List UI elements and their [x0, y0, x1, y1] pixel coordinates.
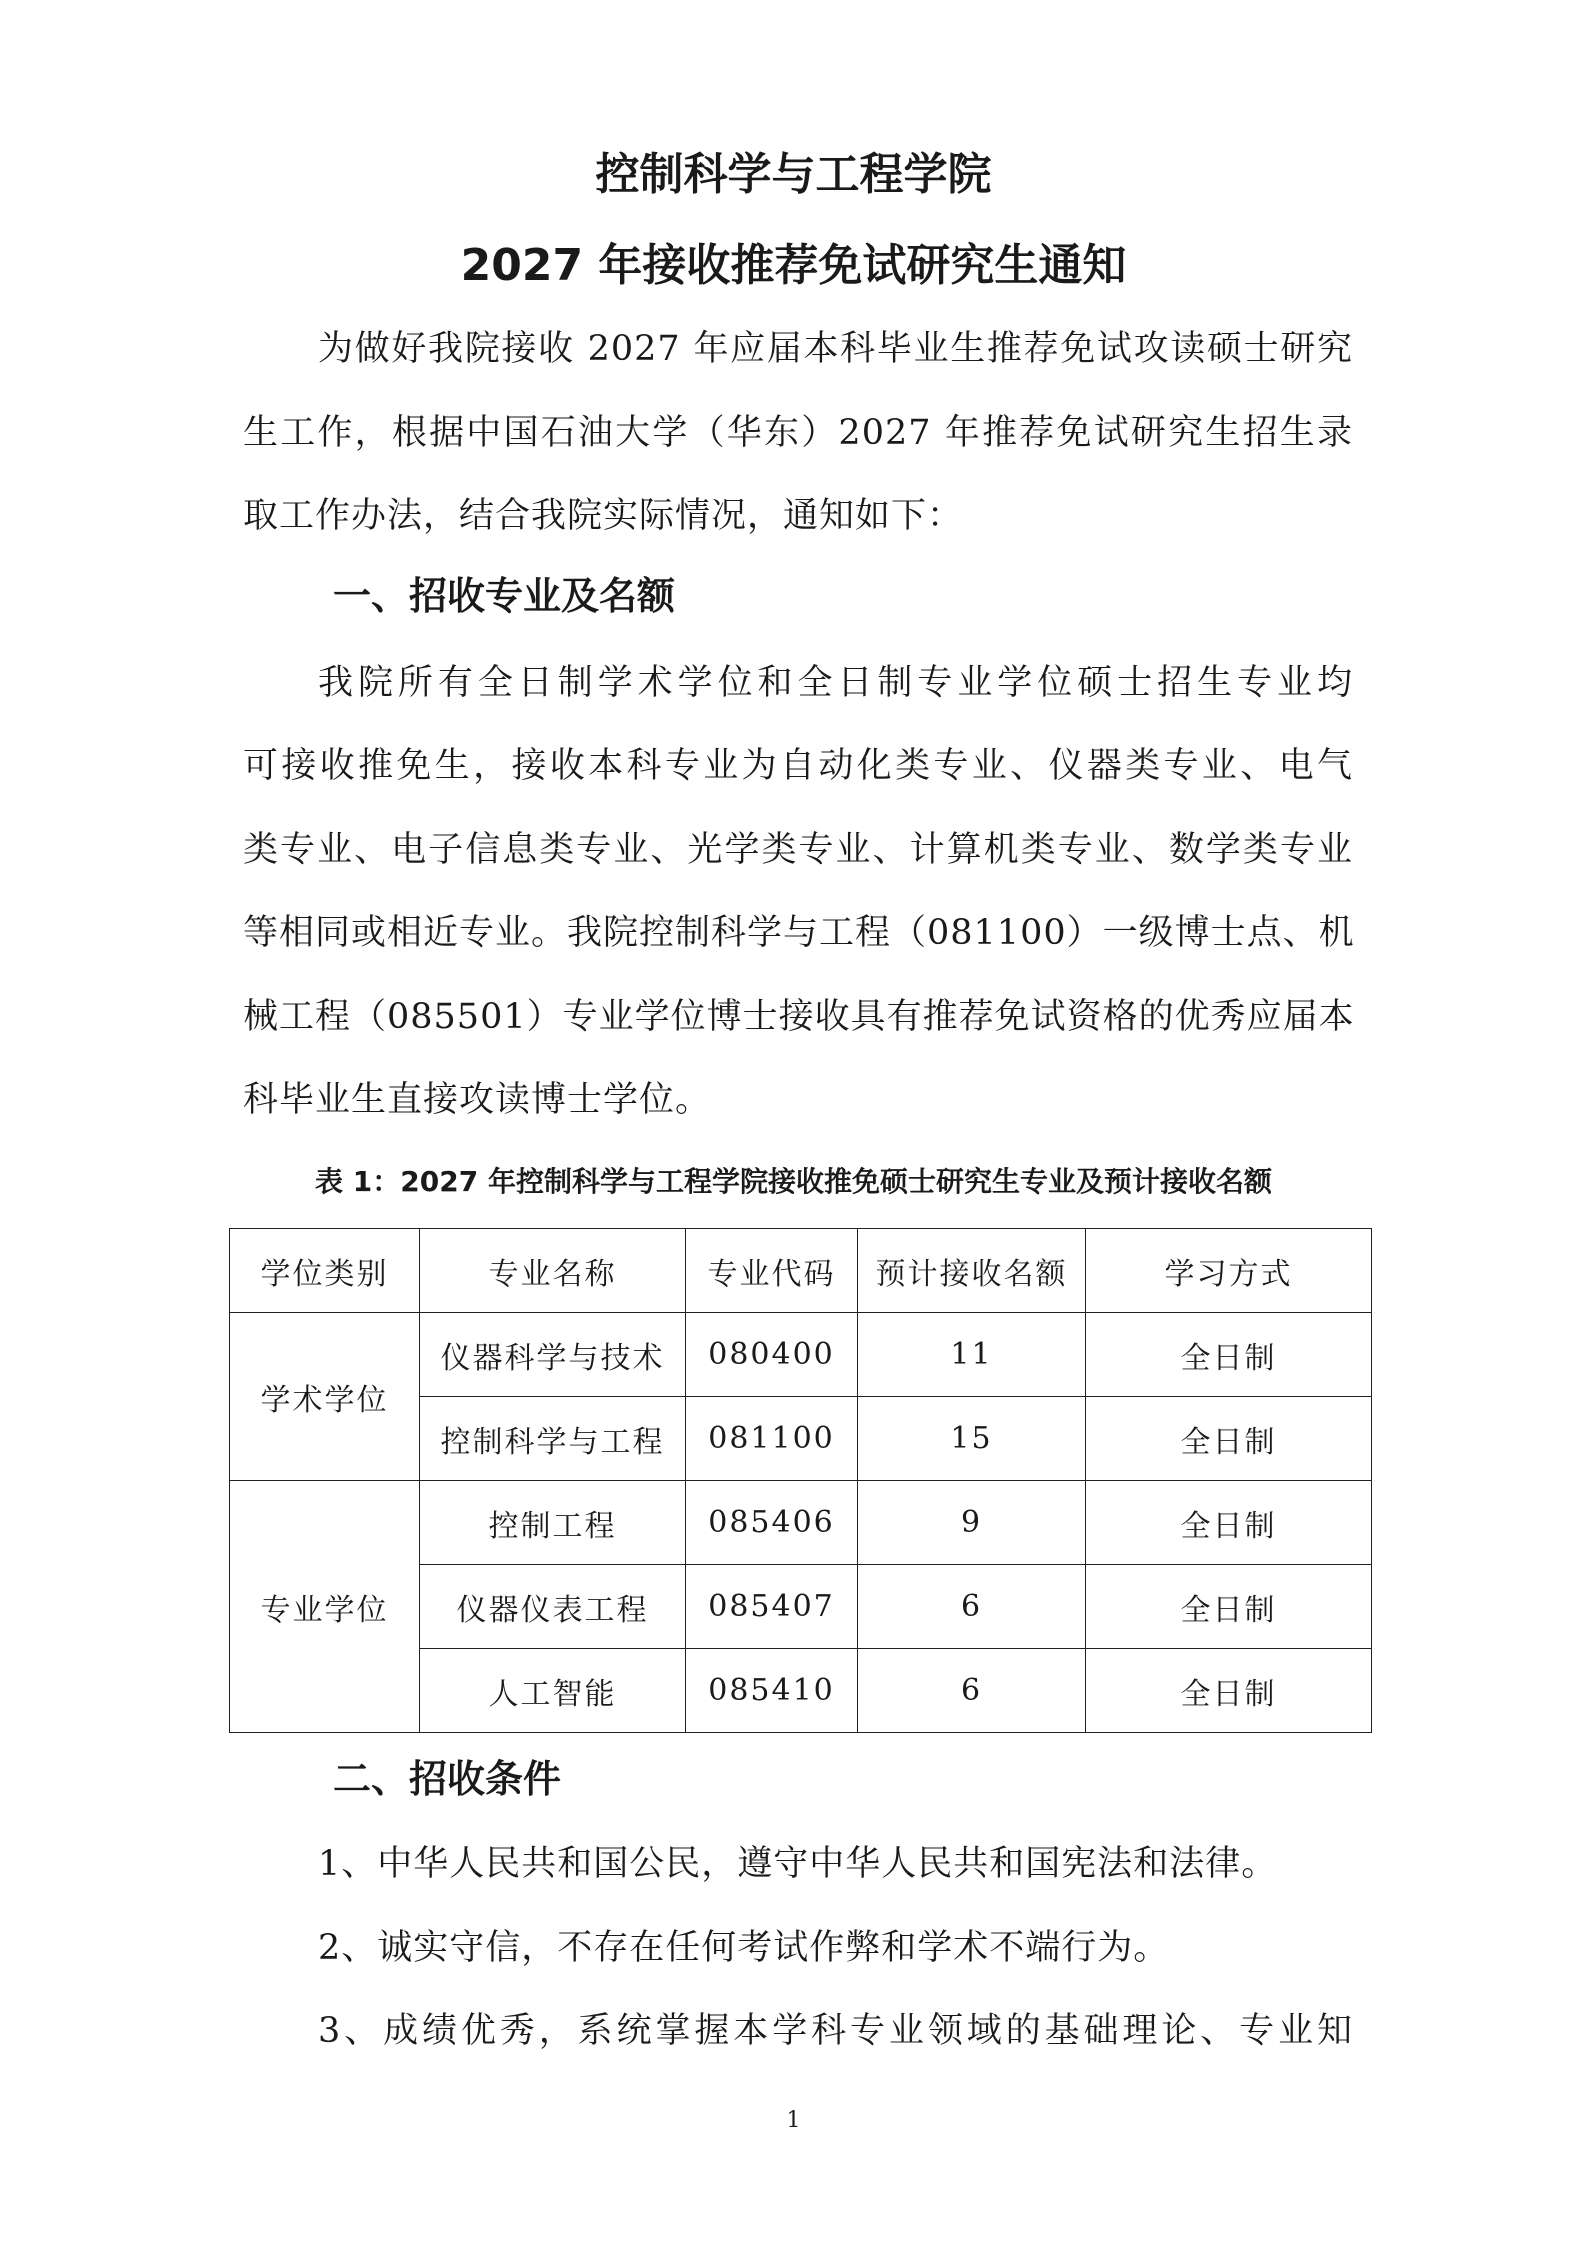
section-1-line-4: 等相同或相近专业。我院控制科学与工程（081100）一级博士点、机 [243, 913, 1355, 953]
condition-item-3: 3、成绩优秀，系统掌握本学科专业领域的基础理论、专业知 [318, 2011, 1353, 2051]
major-code-cell: 080400 [686, 1313, 858, 1397]
major-code-cell: 085410 [686, 1649, 858, 1733]
header-study-mode: 学习方式 [1086, 1229, 1372, 1313]
study-mode-cell: 全日制 [1086, 1313, 1372, 1397]
major-name-cell: 人工智能 [420, 1649, 686, 1733]
major-name-cell: 控制科学与工程 [420, 1397, 686, 1481]
quota-cell: 11 [858, 1313, 1086, 1397]
admission-quota-table [229, 1228, 1372, 1733]
quota-cell: 6 [858, 1649, 1086, 1733]
section-1-line-3: 类专业、电子信息类专业、光学类专业、计算机类专业、数学类专业 [243, 830, 1353, 870]
study-mode-cell: 全日制 [1086, 1397, 1372, 1481]
header-major-name: 专业名称 [420, 1229, 686, 1313]
intro-line-1: 为做好我院接收 2027 年应届本科毕业生推荐免试攻读硕士研究 [318, 329, 1353, 369]
header-degree-type: 学位类别 [230, 1229, 420, 1313]
section-1-line-2: 可接收推免生，接收本科专业为自动化类专业、仪器类专业、电气 [243, 746, 1353, 786]
study-mode-cell: 全日制 [1086, 1649, 1372, 1733]
table-caption: 表 1：2027 年控制科学与工程学院接收推免硕士研究生专业及预计接收名额 [315, 1165, 1272, 1198]
table-row [230, 1313, 1372, 1397]
major-name-cell: 控制工程 [420, 1481, 686, 1565]
section-1-line-5: 械工程（085501）专业学位博士接收具有推荐免试资格的优秀应届本 [243, 997, 1355, 1037]
page-number: 1 [786, 2108, 801, 2133]
study-mode-cell: 全日制 [1086, 1565, 1372, 1649]
major-code-cell: 085407 [686, 1565, 858, 1649]
study-mode-cell: 全日制 [1086, 1481, 1372, 1565]
document-title-line-1: 控制科学与工程学院 [595, 149, 992, 200]
degree-category-cell: 学术学位 [230, 1313, 420, 1481]
condition-item-2: 2、诚实守信，不存在任何考试作弊和学术不端行为。 [318, 1928, 1170, 1968]
degree-category-cell: 专业学位 [230, 1481, 420, 1733]
section-2-heading: 二、招收条件 [333, 1757, 562, 1801]
major-name-cell: 仪器仪表工程 [420, 1565, 686, 1649]
header-major-code: 专业代码 [686, 1229, 858, 1313]
intro-line-3: 取工作办法，结合我院实际情况，通知如下： [243, 496, 964, 536]
header-quota: 预计接收名额 [858, 1229, 1086, 1313]
section-1-heading: 一、招收专业及名额 [333, 574, 676, 618]
section-1-line-6: 科毕业生直接攻读博士学位。 [243, 1080, 712, 1120]
major-code-cell: 081100 [686, 1397, 858, 1481]
major-code-cell: 085406 [686, 1481, 858, 1565]
condition-item-1: 1、中华人民共和国公民，遵守中华人民共和国宪法和法律。 [318, 1844, 1278, 1884]
table-row [230, 1481, 1372, 1565]
intro-line-2: 生工作，根据中国石油大学（华东）2027 年推荐免试研究生招生录 [243, 413, 1353, 453]
quota-cell: 6 [858, 1565, 1086, 1649]
section-1-line-1: 我院所有全日制学术学位和全日制专业学位硕士招生专业均 [318, 663, 1353, 703]
quota-cell: 15 [858, 1397, 1086, 1481]
document-title-line-2: 2027 年接收推荐免试研究生通知 [460, 240, 1127, 291]
major-name-cell: 仪器科学与技术 [420, 1313, 686, 1397]
quota-cell: 9 [858, 1481, 1086, 1565]
table-header-row [230, 1229, 1372, 1313]
